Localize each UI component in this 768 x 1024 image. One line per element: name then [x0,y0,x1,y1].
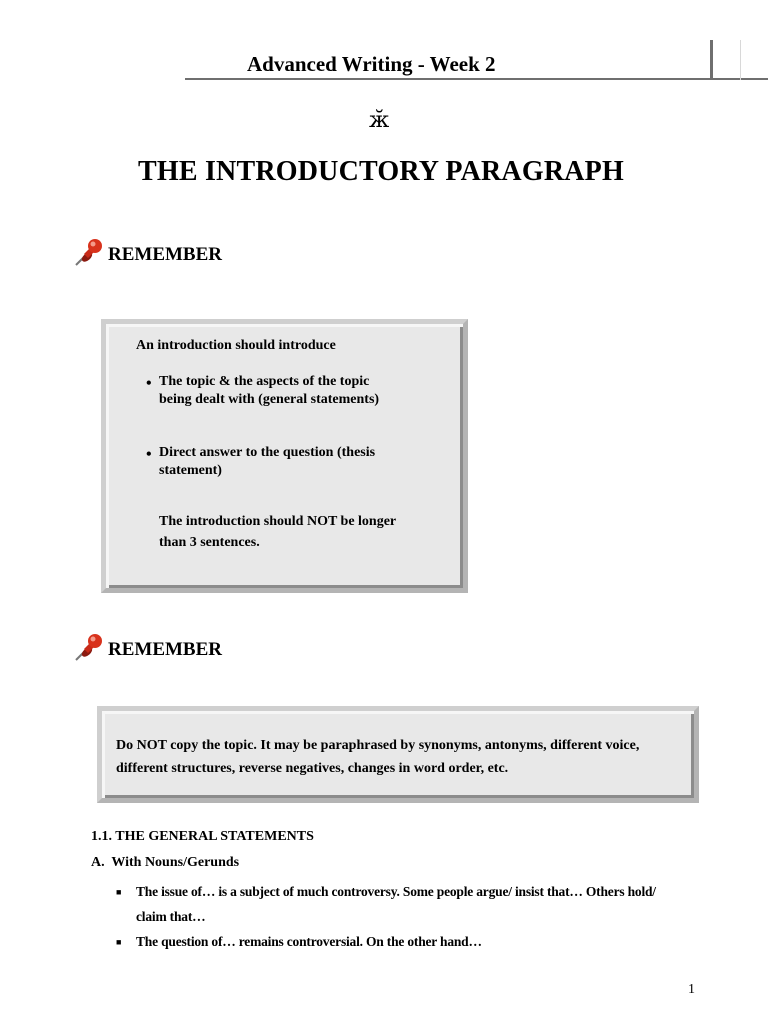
header-divider [710,40,713,80]
document-header-title: Advanced Writing - Week 2 [247,52,496,76]
box2-text [116,734,686,780]
section-subheading: A. With Nouns/Gerunds [91,855,240,870]
page-title: THE INTRODUCTORY PARAGRAPH [138,156,624,187]
box1-bullet1-line1: The topic & the aspects of the topic [159,374,370,389]
pushpin-icon [72,631,108,663]
box1-intro: An introduction should introduce [136,338,336,353]
box2-line2: different structures, reverse negatives, changes in word order, etc. [116,761,509,776]
bullet-dot: • [146,446,152,463]
list-item-1-line2: claim that… [136,909,206,924]
header-rule [185,78,768,80]
box1-bullet2-line2: statement) [159,463,222,478]
section-heading: 1.1. THE GENERAL STATEMENTS [91,829,314,844]
square-bullet-icon: ■ [116,887,122,897]
remember-label: REMEMBER [108,639,222,660]
remember-heading-2 [72,629,222,661]
box1-bullet2-line1: Direct answer to the question (thesis [159,445,376,460]
list-item-1-line1: The issue of… is a subject of much controversy. Some people argue/ insist that… Others hold/ [136,884,656,899]
remember-label: REMEMBER [108,244,222,265]
list-item-2-line1: The question of… remains controversial. On the other hand… [136,934,482,949]
box1-bullet1-line2: being dealt with (general statements) [159,392,380,407]
page-number: 1 [688,982,695,997]
box1-note-line2: than 3 sentences. [159,535,260,550]
remember-heading-1 [72,234,222,266]
box2-line1: Do NOT copy the topic. It may be paraphrased by synonyms, antonyms, different voice, [116,738,640,753]
square-bullet-icon: ■ [116,937,122,947]
pushpin-icon [72,236,108,268]
box1-note-line1: The introduction should NOT be longer [159,514,397,529]
ornament-symbol: ӂ [369,108,390,133]
bullet-dot: • [146,375,152,392]
header-divider-light [740,40,741,80]
